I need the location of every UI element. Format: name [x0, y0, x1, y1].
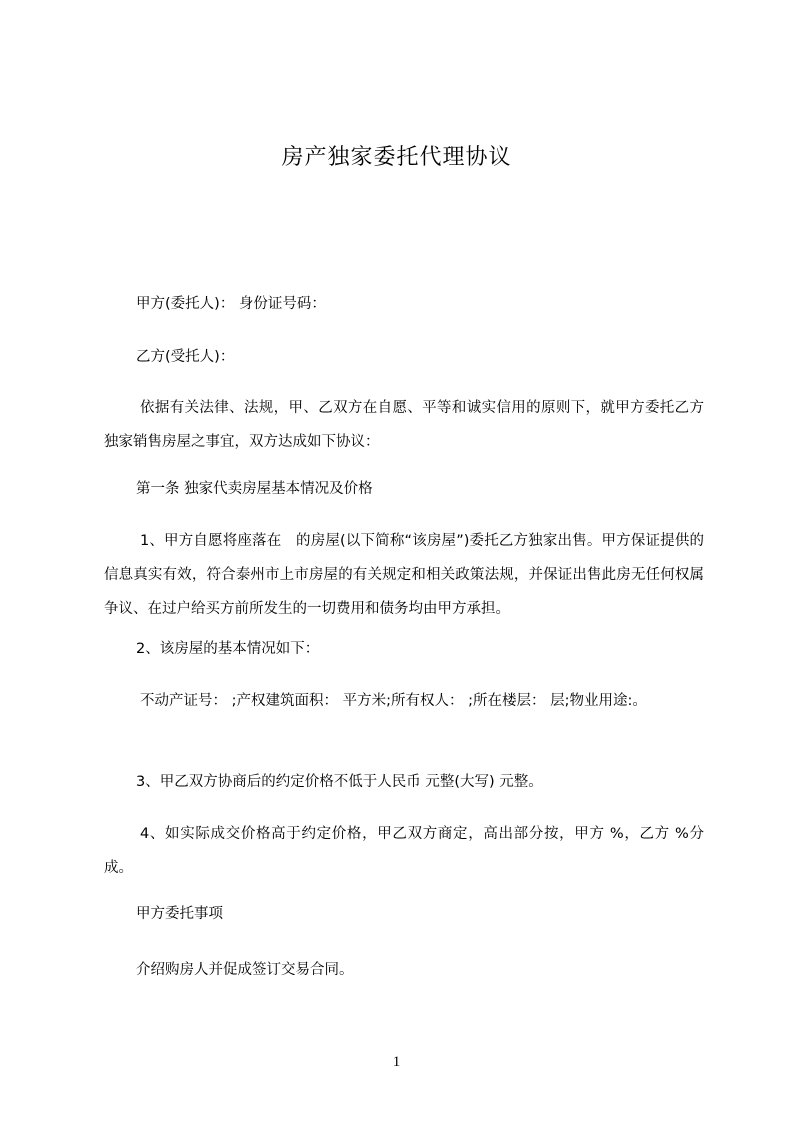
preamble-paragraph: 依据有关法律、法规，甲、乙双方在自愿、平等和诚实信用的原则下，就甲方委托乙方独家销售房屋之事宜，双方达成如下协议：: [104, 400, 704, 450]
entrusted-matters-heading: 甲方委托事项: [136, 906, 223, 922]
page-number: 1: [392, 1054, 401, 1070]
clause-2-detail-paragraph: 不动产证号： ;产权建筑面积： 平方米;所有权人： ;所在楼层： 层;物业用途:。: [140, 693, 647, 709]
party-b-line: 乙方(受托人)：: [136, 349, 235, 365]
article-1-heading: 第一条 独家代卖房屋基本情况及价格: [136, 481, 373, 497]
document-title: 房产独家委托代理协议: [281, 145, 512, 170]
party-a-line: 甲方(委托人)： 身份证号码：: [136, 296, 326, 312]
clause-3-paragraph: 3、甲乙双方协商后的约定价格不低于人民币 元整(大写) 元整。: [136, 774, 543, 790]
clause-1-paragraph: 1、甲方自愿将座落在 的房屋(以下简称“该房屋”)委托乙方独家出售。甲方保证提供的信息真实有效，符合泰州市上市房屋的有关规定和相关政策法规，并保证出售此房无任何权属争议、在过户给买方前所发生的一切费用和债务均由甲方承担。: [104, 533, 704, 617]
clause-2-paragraph: 2、该房屋的基本情况如下：: [136, 641, 320, 657]
entrusted-matters-item: 介绍购房人并促成签订交易合同。: [136, 962, 354, 978]
clause-4-paragraph: 4、如实际成交价格高于约定价格，甲乙双方商定，高出部分按，甲方 %，乙方 %分成。: [104, 826, 704, 876]
